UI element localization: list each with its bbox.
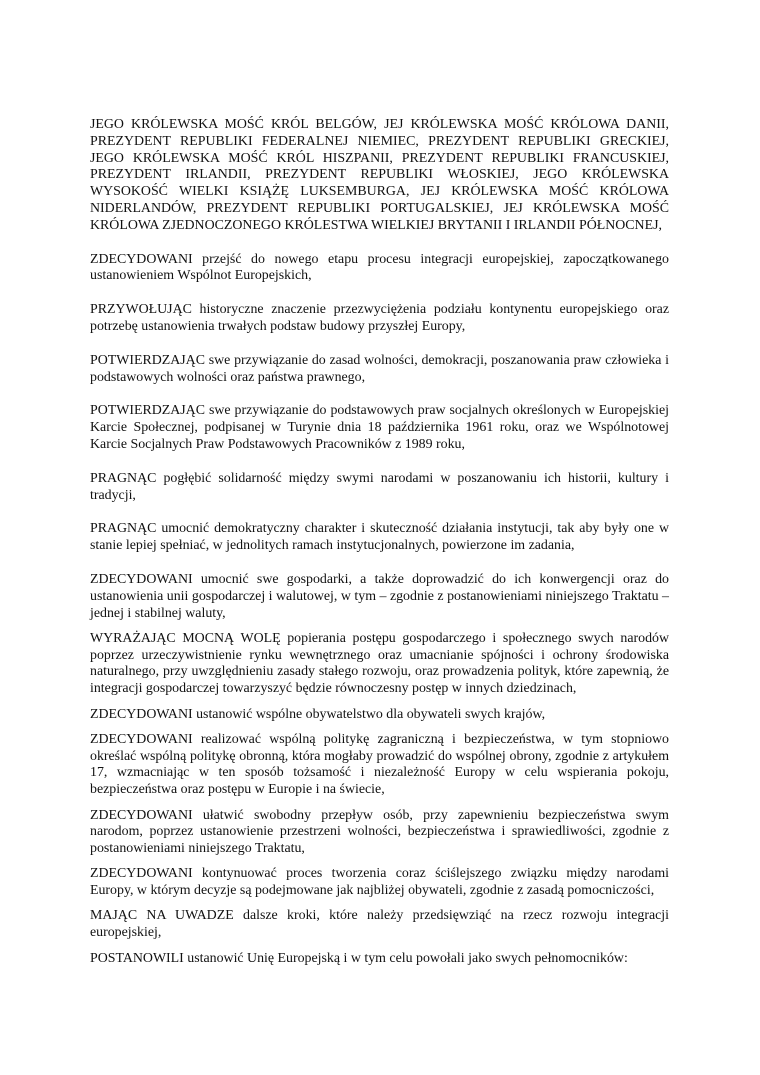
paragraph-resolution: POSTANOWILI ustanowić Unię Europejską i w tym celu powołali jako swych pełnomocników:: [90, 950, 628, 966]
paragraph-recital: POTWIERDZAJĄC swe przywiązanie do zasad wolności, demokracji, poszanowania praw człowieka i podstawowych wolności oraz państwa prawnego,: [90, 352, 669, 385]
paragraph-recital: ZDECYDOWANI ustanowić wspólne obywatelstwo dla obywateli swych krajów,: [90, 706, 546, 722]
paragraph-recital: ZDECYDOWANI przejść do nowego etapu procesu integracji europejskiej, zapoczątkowanego ustanowieniem Wspólnot Europejskich,: [90, 251, 669, 284]
paragraph-recital: WYRAŻAJĄC MOCNĄ WOLĘ popierania postępu gospodarczego i społecznego swych narodów poprzez urzeczywistnienie rynku wewnętrznego oraz umacnianie spójności i ochrony środowiska naturalnego, przy uwzględnieniu zasady stałego rozwoju, oraz prowadzenia polityk, które zapewnią, że integracji gospodarczej towarzyszyć będzie równoczesny postęp w innych dziedzinach,: [90, 630, 669, 697]
paragraph-recital: ZDECYDOWANI realizować wspólną politykę zagraniczną i bezpieczeństwa, w tym stopniowo określać wspólną politykę obronną, która mogłaby prowadzić do wspólnej obrony, zgodnie z artykułem 17, wzmacniając w ten sposób tożsamość i niezależność Europy w celu wspierania pokoju, bezpieczeństwa oraz postępu w Europie i na świecie,: [90, 731, 669, 798]
paragraph-recital: POTWIERDZAJĄC swe przywiązanie do podstawowych praw socjalnych określonych w Europejskiej Karcie Społecznej, podpisanej w Turynie dnia 18 października 1961 roku, oraz we Wspólnotowej Karcie Socjalnych Praw Podstawowych Pracowników z 1989 roku,: [90, 403, 669, 452]
paragraph-heads-of-state: JEGO KRÓLEWSKA MOŚĆ KRÓL BELGÓW, JEJ KRÓLEWSKA MOŚĆ KRÓLOWA DANII, PREZYDENT REPUBLIKI FEDERALNEJ NIEMIEC, PREZYDENT REPUBLIKI GRECKIEJ, JEGO KRÓLEWSKA MOŚĆ KRÓL HISZPANII, PREZYDENT REPUBLIKI FRANCUSKIEJ, PREZYDENT IRLANDII, PREZYDENT REPUBLIKI WŁOSKIEJ, JEGO KRÓLEWSKA WYSOKOŚĆ WIELKI KSIĄŻĘ LUKSEMBURGA, JEJ KRÓLEWSKA MOŚĆ KRÓLOWA NIDERLANDÓW, PREZYDENT REPUBLIKI PORTUGALSKIEJ, JEJ KRÓLEWSKA MOŚĆ KRÓLOWA ZJEDNOCZONEGO KRÓLESTWA WIELKIEJ BRYTANII I IRLANDII PÓŁNOCNEJ,: [90, 117, 669, 233]
document-body: [90, 117, 669, 967]
paragraph-recital: PRAGNĄC pogłębić solidarność między swymi narodami w poszanowaniu ich historii, kultury i tradycji,: [90, 470, 669, 503]
paragraph-recital: ZDECYDOWANI kontynuować proces tworzenia coraz ściślejszego związku między narodami Europy, w którym decyzje są podejmowane jak najbliżej obywateli, zgodnie z zasadą pomocniczości,: [90, 866, 669, 899]
paragraph-recital: ZDECYDOWANI umocnić swe gospodarki, a także doprowadzić do ich konwergencji oraz do ustanowienia unii gospodarczej i walutowej, w tym – zgodnie z postanowieniami niniejszego Traktatu – jednej i stabilnej waluty,: [90, 571, 669, 621]
paragraph-recital: MAJĄC NA UWADZE dalsze kroki, które należy przedsięwziąć na rzecz rozwoju integracji europejskiej,: [90, 908, 669, 941]
paragraph-recital: ZDECYDOWANI ułatwić swobodny przepływ osób, przy zapewnieniu bezpieczeństwa swym narodom, poprzez ustanowienie przestrzeni wolności, bezpieczeństwa i sprawiedliwości, zgodnie z postanowieniami niniejszego Traktatu,: [90, 807, 669, 857]
paragraph-recital: PRAGNĄC umocnić demokratyczny charakter i skuteczność działania instytucji, tak aby były one w stanie lepiej spełniać, w jednolitych ramach instytucjonalnych, powierzone im zadania,: [90, 521, 669, 554]
paragraph-recital: PRZYWOŁUJĄC historyczne znaczenie przezwyciężenia podziału kontynentu europejskiego oraz potrzebę ustanowienia trwałych podstaw budowy przyszłej Europy,: [90, 302, 669, 334]
